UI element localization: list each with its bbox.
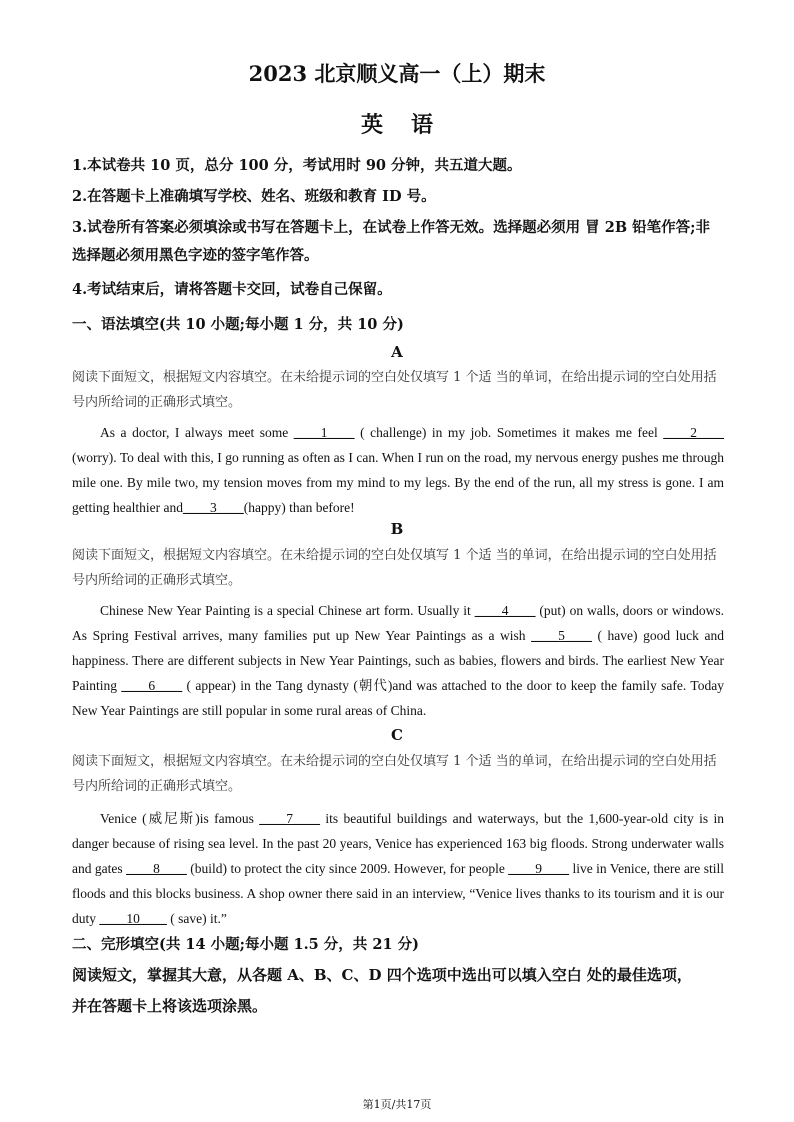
passage-text: ( challenge) in my job. Sometimes it makes me feel (354, 425, 664, 440)
section1-heading: 一、语法填空(共 10 小题;每小题 1 分，共 10 分) (72, 316, 404, 333)
blank-10: ____10____ (99, 911, 167, 926)
blank-7: ____7____ (259, 811, 320, 826)
exam-title: 2023 北京顺义高一（上）期末 (248, 61, 546, 86)
exam-subject: 英语 (360, 112, 461, 138)
page-footer: 第1页/共17页 (362, 1098, 432, 1111)
rule-1: 1.本试卷共 10 页，总分 100 分，考试用时 90 分钟，共五道大题。 (72, 157, 522, 174)
part-a-label: A (391, 343, 403, 361)
part-b-label: B (390, 520, 404, 538)
passage-text: (put) on walls, doors or windows. As Spring Festival arrives, many families put up New Year Paintings as a wish (72, 603, 724, 643)
passage-text: ( appear) in the Tang dynasty (朝代)and was attached to the door to keep the family safe. Today New Year Paintings are still popular in some rural areas of China. (72, 678, 724, 718)
passage-text: (worry). To deal with this, I go running as often as I can. When I run on the road, my nervous energy pushes me through mile one. By mile two, my tension moves from my mind to my legs. By the end of the run, all my stress is gone. I am getting healthier and (72, 450, 724, 515)
part-b-instruction: 阅读下面短文，根据短文内容填空。在未给提示词的空白处仅填写 1 个适 当的单词，在给出提示词的空白处用括号内所给词的正确形式填空。 (72, 548, 717, 588)
section2-instruction: 阅读短文，掌握其大意，从各题 A、B、C、D 四个选项中选出可以填入空白 处的最佳选项，并在答题卡上将该选项涂黑。 (72, 966, 692, 1015)
blank-5: ____5____ (531, 628, 592, 643)
blank-3: ____3____ (182, 500, 244, 515)
rule-4: 4.考试结束后，请将答题卡交回，试卷自己保留。 (72, 281, 392, 298)
blank-9: ____9____ (508, 861, 570, 876)
rule-3: 3.试卷所有答案必须填涂或书写在答题卡上，在试卷上作答无效。选择题必须用 冒 2B 铅笔作答;非选择题必须用黑色字迹的签字笔作答。 (72, 219, 710, 264)
part-c-label: C (391, 726, 403, 744)
passage-text: ( have) good luck and happiness. There are different subjects in New Year Paintings, such as babies, flowers and birds. The earliest New Year Painting (72, 628, 725, 693)
blank-6: ____6____ (121, 678, 183, 693)
part-b-passage (72, 598, 724, 723)
passage-text: live in Venice, there are still floods and this blocks business. A shop owner there said in an interview, “Venice lives thanks to its tourism and it is our duty (72, 861, 724, 926)
passage-text: As a doctor, I always meet some (100, 425, 294, 440)
blank-4: ____4____ (474, 603, 536, 618)
rule-2: 2.在答题卡上准确填写学校、姓名、班级和教育 ID 号。 (72, 188, 436, 205)
blank-8: ____8____ (126, 861, 187, 876)
blank-2: ____2____ (663, 425, 724, 440)
part-c-instruction: 阅读下面短文，根据短文内容填空。在未给提示词的空白处仅填写 1 个适 当的单词，在给出提示词的空白处用括号内所给词的正确形式填空。 (72, 754, 717, 794)
section2-heading: 二、完形填空(共 14 小题;每小题 1.5 分，共 21 分) (72, 936, 419, 953)
passage-text: Chinese New Year Painting is a special Chinese art form. Usually it (100, 603, 475, 618)
passage-text: ( save) it.” (166, 911, 227, 926)
blank-1: ____1____ (293, 425, 355, 440)
passage-text: (happy) than before! (243, 500, 355, 515)
passage-text: (build) to protect the city since 2009. However, for people (186, 861, 509, 876)
part-a-passage (72, 420, 724, 520)
part-a-instruction: 阅读下面短文，根据短文内容填空。在未给提示词的空白处仅填写 1 个适 当的单词，在给出提示词的空白处用括号内所给词的正确形式填空。 (72, 370, 717, 410)
passage-text: Venice (威尼斯)is famous (100, 811, 260, 826)
passage-text: its beautiful buildings and waterways, but the 1,600-year-old city is in danger because of rising sea level. In the past 20 years, Venice has experienced 163 big floods. Strong underwater walls and gates (72, 811, 725, 876)
part-c-passage (72, 806, 724, 931)
